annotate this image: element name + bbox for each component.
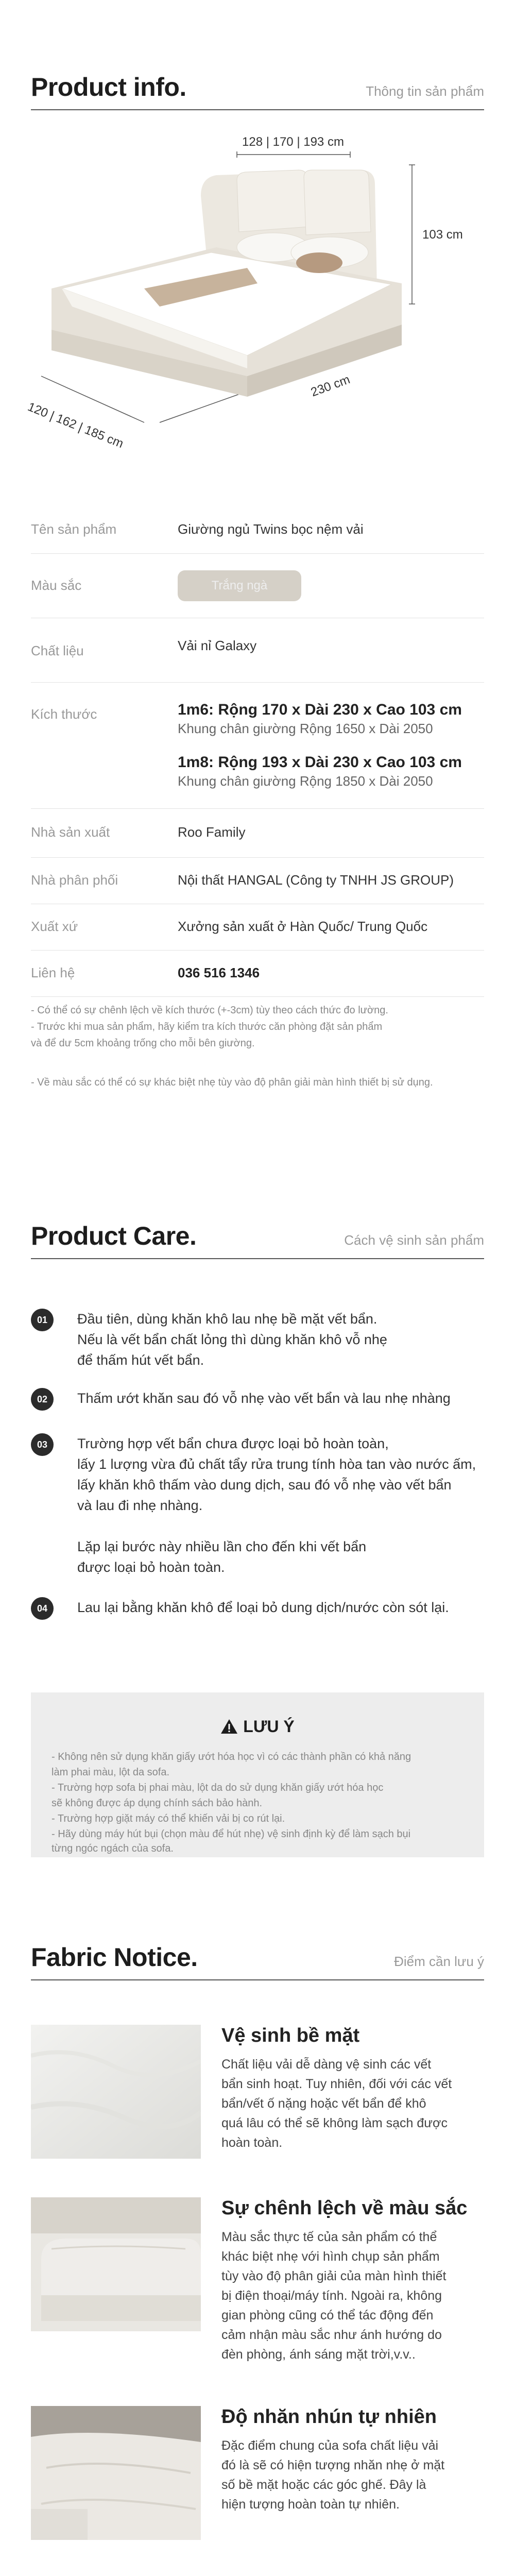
product-care-subtitle: Cách vệ sinh sản phẩm <box>344 1232 484 1248</box>
fabric-line: Màu sắc thực tế của sản phẩm có thể <box>221 2230 437 2244</box>
size-2-main: 1m8: Rộng 193 x Dài 230 x Cao 103 cm <box>178 754 462 771</box>
step-line: được loại bỏ hoàn toàn. <box>77 1560 225 1575</box>
fabric-item-text <box>221 2436 484 2514</box>
sofa-color-image <box>31 2197 201 2331</box>
size-1-main: 1m6: Rộng 170 x Dài 230 x Cao 103 cm <box>178 701 462 718</box>
fabric-notice-subtitle: Điểm cần lưu ý <box>394 1954 484 1969</box>
product-info-section <box>0 72 515 1088</box>
bed-product-image <box>25 134 484 451</box>
spec-row-name <box>31 505 484 554</box>
fabric-line: cảm nhận màu sắc như ánh hướng do <box>221 2328 442 2342</box>
step-line: Thấm ướt khăn sau đó vỗ nhẹ vào vết bẩn và lau nhẹ nhàng <box>77 1391 451 1406</box>
spec-value: Nội thất HANGAL (Công ty TNHH JS GROUP) <box>178 872 454 888</box>
fabric-item <box>31 2014 484 2179</box>
notice-line: - Trường hợp giặt máy có thể khiến vải bị co rút lại. <box>52 1813 285 1824</box>
spec-label: Nhà sản xuất <box>31 824 110 840</box>
product-care-divider <box>31 1258 484 1259</box>
step-line: Lặp lại bước này nhiều lần cho đến khi vết bẩn <box>77 1539 367 1554</box>
spec-row-contact <box>31 951 484 997</box>
spec-label: Liên hệ <box>31 965 75 980</box>
notice-line: sẽ không được áp dụng chính sách bảo hành. <box>52 1798 263 1809</box>
spec-label: Kích thước <box>31 706 97 722</box>
fabric-line: hoàn toàn. <box>221 2136 283 2150</box>
care-notice-box <box>31 1692 484 1857</box>
step-line: Nếu là vết bẩn chất lỏng thì dùng khăn khô vỗ nhẹ <box>77 1332 387 1347</box>
fabric-line: gian phòng cũng có thể tác động đến <box>221 2308 434 2323</box>
step-number-badge: 01 <box>31 1309 54 1331</box>
fabric-line: đó là sẽ có hiện tượng nhăn nhẹ ở mặt <box>221 2458 445 2472</box>
fabric-notice-section <box>0 1942 515 2512</box>
dimension-length-label: 230 cm <box>309 372 352 400</box>
fabric-item-text <box>221 2227 484 2364</box>
fabric-item <box>31 2571 484 2576</box>
dimension-height-label: 103 cm <box>422 228 463 242</box>
step-number-badge: 02 <box>31 1388 54 1411</box>
step-text <box>77 1597 479 1618</box>
product-info-divider <box>31 109 484 110</box>
fabric-notice-divider <box>31 1979 484 1980</box>
spec-row-distributor <box>31 858 484 904</box>
info-note: - Có thể có sự chênh lệch về kích thước (+-3cm) tùy theo cách thức đo lường. <box>31 1005 388 1016</box>
spec-row-origin <box>31 904 484 951</box>
info-note: - Về màu sắc có thể có sự khác biệt nhẹ tùy vào độ phân giải màn hình thiết bị sử dụng. <box>31 1077 433 1088</box>
bed-illustration <box>31 134 484 438</box>
step-line: để thấm hút vết bẩn. <box>77 1352 204 1368</box>
spec-label: Màu sắc <box>31 578 82 593</box>
fabric-line: bẩn/vết ố nặng hoặc vết bẩn để khô <box>221 2096 426 2111</box>
notice-line: - Hãy dùng máy hút bụi (chọn màu để hút nhẹ) vệ sinh định kỳ để làm sạch bụi <box>52 1828 411 1840</box>
step-line: và lau đi nhẹ nhàng. <box>77 1498 203 1513</box>
notice-line: từng ngóc ngách của sofa. <box>52 1843 174 1854</box>
fabric-line: bẩn sinh hoạt. Tuy nhiên, đối với các vết <box>221 2077 452 2091</box>
fabric-line: bị điện thoại/máy tính. Ngoài ra, không <box>221 2289 442 2303</box>
step-line: Trường hợp vết bẩn chưa được loại bỏ hoàn toàn, <box>77 1436 389 1451</box>
fabric-line: tùy vào độ phân giải của màn hình thiết <box>221 2269 447 2283</box>
spec-value: Roo Family <box>178 824 246 840</box>
notice-line: - Không nên sử dụng khăn giấy ướt hóa học vì có các thành phần có khả năng <box>52 1751 411 1762</box>
fabric-notice-header <box>31 1942 515 1984</box>
step-text <box>77 1388 479 1409</box>
step-text <box>77 1309 479 1370</box>
fabric-item <box>31 2396 484 2561</box>
product-care-title: Product Care. <box>31 1222 197 1250</box>
fabric-item-text <box>221 2055 484 2153</box>
step-spacer <box>77 1516 479 1536</box>
spec-row-size <box>31 683 484 809</box>
warning-icon <box>220 1719 238 1738</box>
fabric-item-title: Sự chênh lệch về màu sắc <box>221 2197 468 2219</box>
spec-value: Xưởng sản xuất ở Hàn Quốc/ Trung Quốc <box>178 919 428 934</box>
fabric-line: đèn phòng, ánh sáng mặt trời,v.v.. <box>221 2347 416 2362</box>
sofa-wrinkle-image <box>31 2406 201 2540</box>
step-text <box>77 1433 479 1578</box>
spec-label: Nhà phân phối <box>31 872 118 888</box>
color-swatch: Trắng ngà <box>178 570 301 601</box>
dimension-width-label: 120 | 162 | 185 cm <box>25 400 126 451</box>
contact-phone[interactable]: 036 516 1346 <box>178 965 260 980</box>
fabric-item-title: Vệ sinh bề mặt <box>221 2025 360 2046</box>
step-line: lấy khăn khô thấm vào dung dịch, sau đó vỗ nhẹ vào vết bẩn <box>77 1477 452 1493</box>
product-care-section <box>0 1221 515 1854</box>
fabric-surface-image <box>31 2025 201 2159</box>
spec-row-color <box>31 554 484 618</box>
dimension-top-label: 128 | 170 | 193 cm <box>242 135 344 149</box>
spec-row-maker <box>31 809 484 858</box>
step-line: lấy 1 lượng vừa đủ chất tẩy rửa trung tính hòa tan vào nước ấm, <box>77 1456 476 1472</box>
info-note: và để dư 5cm khoảng trống cho mỗi bên giường. <box>31 1038 255 1049</box>
fabric-line: Đặc điểm chung của sofa chất liệu vải <box>221 2438 439 2453</box>
step-line: Đầu tiên, dùng khăn khô lau nhẹ bề mặt vết bẩn. <box>77 1311 377 1327</box>
step-number-badge: 03 <box>31 1433 54 1456</box>
spec-label: Chất liệu <box>31 643 84 658</box>
care-notice-title <box>31 1717 484 1738</box>
product-info-header <box>31 72 515 113</box>
info-note: - Trước khi mua sản phẩm, hãy kiểm tra kích thước căn phòng đặt sản phẩm <box>31 1021 383 1032</box>
product-info-subtitle: Thông tin sản phẩm <box>366 83 484 99</box>
notice-title-text: LƯU Ý <box>243 1717 295 1736</box>
notice-line: - Trường hợp sofa bị phai màu, lột da do sử dụng khăn giấy ướt hóa học <box>52 1782 384 1793</box>
fabric-line: Chất liệu vải dễ dàng vệ sinh các vết <box>221 2057 432 2072</box>
size-1-sub: Khung chân giường Rộng 1650 x Dài 2050 <box>178 721 433 736</box>
spec-value: Giường ngủ Twins bọc nệm vải <box>178 521 364 537</box>
product-info-title: Product info. <box>31 73 186 101</box>
fabric-item-title: Độ nhăn nhún tự nhiên <box>221 2406 437 2428</box>
spec-label: Xuất xứ <box>31 919 78 934</box>
fabric-line: hiện tượng hoàn toàn tự nhiên. <box>221 2497 400 2512</box>
product-care-header <box>31 1221 515 1262</box>
spec-value: Vải nỉ Galaxy <box>178 638 257 653</box>
step-number-badge: 04 <box>31 1597 54 1620</box>
step-line: Lau lại bằng khăn khô để loại bỏ dung dịch/nước còn sót lại. <box>77 1600 449 1615</box>
fabric-item <box>31 2187 484 2362</box>
fabric-notice-title: Fabric Notice. <box>31 1943 198 1972</box>
spec-table <box>31 505 484 997</box>
notice-line: làm phai màu, lột da sofa. <box>52 1767 170 1778</box>
size-2-sub: Khung chân giường Rộng 1850 x Dài 2050 <box>178 773 433 789</box>
spec-label: Tên sản phẩm <box>31 521 117 537</box>
spec-row-material <box>31 618 484 683</box>
fabric-line: quá lâu có thể sẽ không làm sạch được <box>221 2116 448 2130</box>
fabric-line: số bề mặt hoặc các góc ghế. Đây là <box>221 2478 426 2492</box>
fabric-line: khác biệt nhẹ với hình chụp sản phẩm <box>221 2249 440 2264</box>
